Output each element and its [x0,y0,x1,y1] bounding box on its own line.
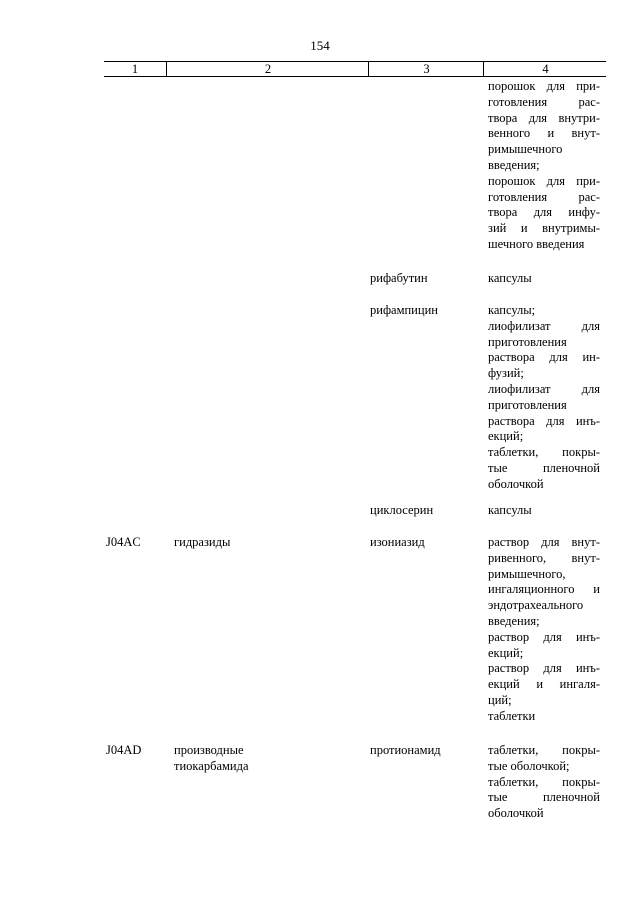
header-col-3: 3 [368,62,484,76]
dosage-form-line: готовления рас- [488,189,600,204]
drug-name: протионамид [370,743,441,757]
dosage-form-line: приготовления [488,334,567,349]
drug-name: рифабутин [370,271,428,285]
dosage-form-line: эндотрахеального [488,598,584,613]
table-row-dosage-forms [488,303,600,493]
dosage-form-line: готовления рас- [488,94,600,109]
dosage-form-line: екций; [488,429,524,444]
dosage-form-line: капсулы; [488,303,536,317]
table-row-dosage-forms [488,503,600,519]
header-col-4: 4 [483,62,607,76]
dosage-form-line: шечного введения [488,236,585,251]
drug-name: рифампицин [370,303,438,317]
table-header [104,61,606,77]
dosage-form-line: капсулы [488,271,532,285]
table-row-dosage-forms [488,535,600,725]
dosage-form-line: зий и внутримы- [488,221,600,236]
header-col-1: 1 [131,62,139,76]
dosage-form-line: таблетки [488,708,536,723]
dosage-form-line: таблетки, покры- [488,445,600,460]
dosage-form-line: раствор для внут- [488,535,600,549]
dosage-form-line: тые пленочной [488,460,600,475]
dosage-form-line: венного и внут- [488,126,600,141]
table-row-dosage-forms [488,743,600,822]
atc-code: J04AD [106,743,142,757]
table-row-dosage-forms [488,271,600,287]
dosage-form-line: римышечного [488,142,563,157]
dosage-form-line: оболочкой [488,806,544,821]
dosage-form-line: раствор для инъ- [488,629,600,644]
dosage-form-line: таблетки, покры- [488,743,600,757]
dosage-form-line: приготовления [488,397,567,412]
dosage-form-line: лиофилизат для [488,381,600,396]
dosage-form-line: римышечного, [488,566,566,581]
dosage-form-line: ций; [488,692,512,707]
dosage-form-line: твора для внутри- [488,110,600,125]
dosage-form-line: екций; [488,645,524,660]
drug-name: изониазид [370,535,425,549]
dosage-form-line: твора для инфу- [488,205,600,220]
dosage-form-line: екций и ингаля- [488,677,600,692]
dosage-form-line: ривенного, внут- [488,550,600,565]
dosage-form-line: капсулы [488,503,532,517]
pharmacological-group: гидразиды [174,535,231,549]
dosage-form-line: раствора для ин- [488,350,600,365]
dosage-form-line: введения; [488,613,540,628]
dosage-form-line: введения; [488,157,540,172]
dosage-form-line: фузий; [488,366,524,381]
dosage-form-line: таблетки, покры- [488,774,600,789]
dosage-form-line: раствор для инъ- [488,661,600,676]
dosage-form-line: порошок для при- [488,79,600,93]
pharmacological-group: производные тиокарбамида [174,743,249,773]
table-row-dosage-forms [488,79,600,253]
dosage-form-line: оболочкой [488,476,544,491]
header-col-2: 2 [166,62,369,76]
page-number: 154 [310,38,330,53]
dosage-form-line: порошок для при- [488,173,600,188]
atc-code: J04AC [106,535,141,549]
drug-name: циклосерин [370,503,434,517]
dosage-form-line: тые оболочкой; [488,758,570,773]
dosage-form-line: лиофилизат для [488,318,600,333]
dosage-form-line: тые пленочной [488,790,600,805]
dosage-form-line: раствора для инъ- [488,413,600,428]
dosage-form-line: ингаляционного и [488,582,600,597]
